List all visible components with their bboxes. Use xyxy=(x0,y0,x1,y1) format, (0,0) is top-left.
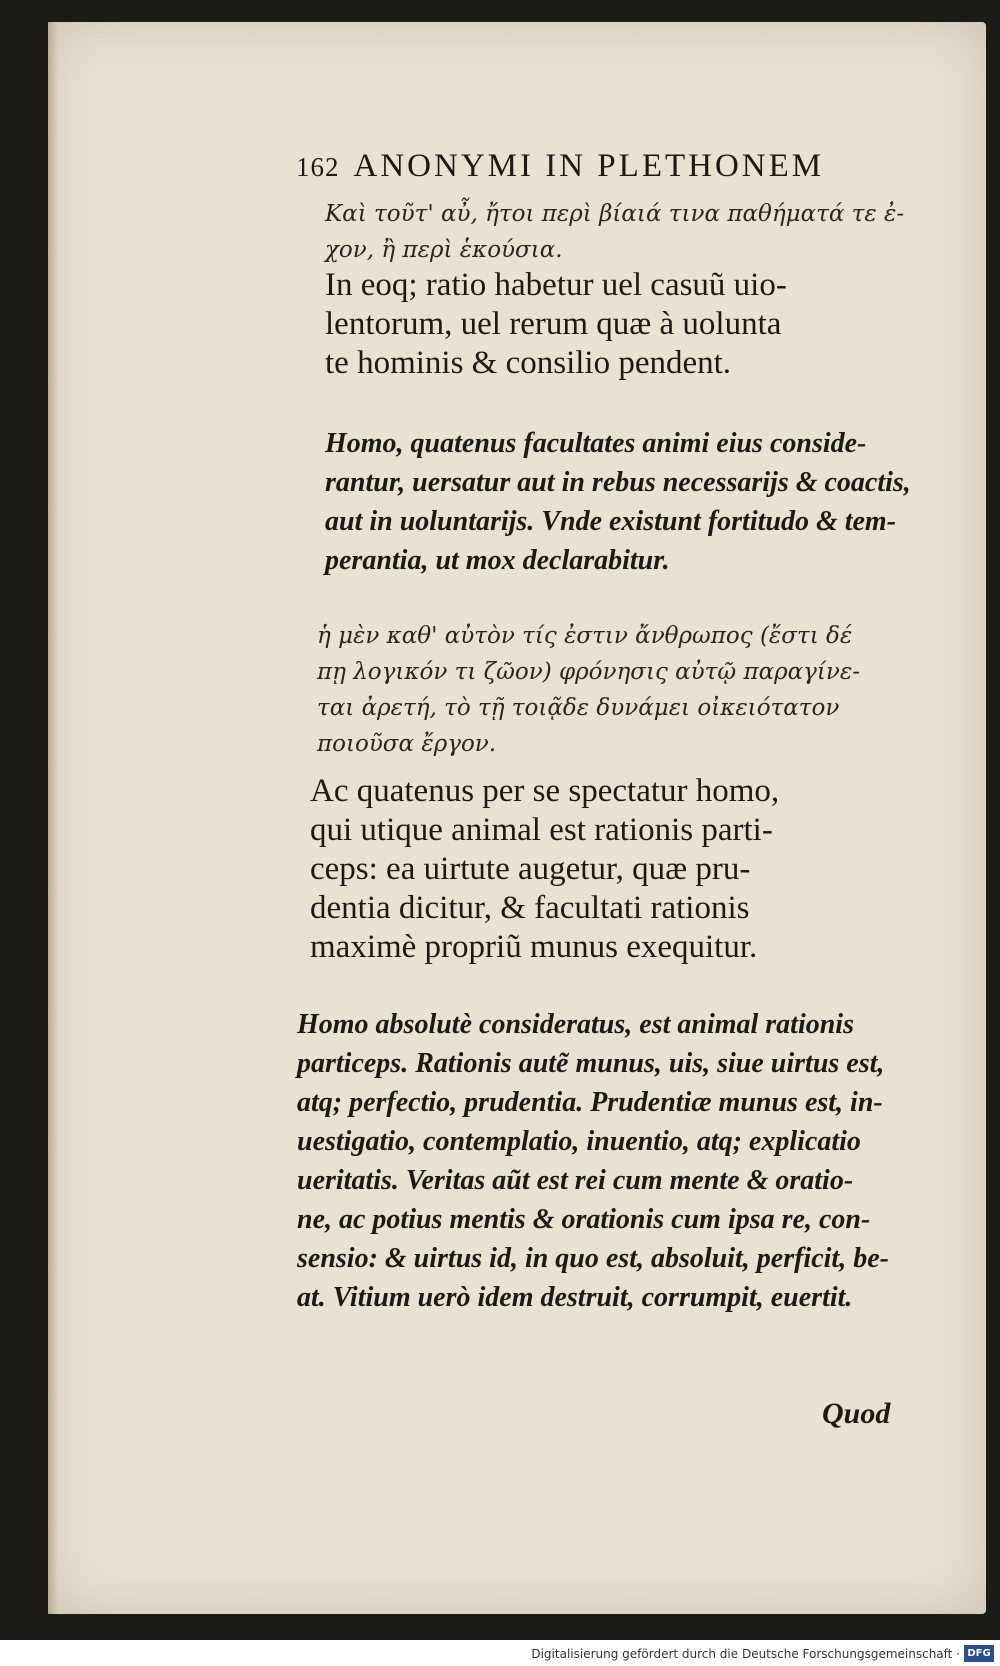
text-line: perantia, ut mox declarabitur. xyxy=(325,545,670,576)
greek-passage-2 xyxy=(317,618,860,762)
text-line: Ac quatenus per se spectatur homo, xyxy=(310,773,780,809)
funding-credit: Digitalisierung gefördert durch die Deutsche Forschungsgemeinschaft · xyxy=(531,1647,960,1661)
text-line: maximè propriũ munus exequitur. xyxy=(310,929,758,965)
text-line: ται ἀρετή, τὸ τῇ τοιᾷδε δυνάμει οἰκειότατον xyxy=(317,695,840,721)
text-line: χον, ἢ περὶ ἑκούσια. xyxy=(325,237,563,263)
latin-translation-1 xyxy=(325,266,787,383)
running-header xyxy=(296,148,936,192)
text-line: uestigatio, contemplatio, inuentio, atq; explicatio xyxy=(297,1126,861,1157)
commentary-paragraph-2 xyxy=(297,1005,889,1317)
text-line: dentia dicitur, & facultati rationis xyxy=(310,890,750,926)
text-line: te hominis & consilio pendent. xyxy=(325,345,732,381)
text-line: qui utique animal est rationis parti- xyxy=(310,812,773,848)
dfg-logo: DFG xyxy=(964,1645,994,1662)
running-title: ANONYMI IN PLETHONEM xyxy=(353,148,825,184)
text-line: at. Vitium uerò idem destruit, corrumpit, euertit. xyxy=(297,1282,853,1313)
text-line: πῃ λογικόν τι ζῶον) φρόνησις αὐτῷ παραγίνε- xyxy=(317,659,861,685)
text-line: ueritatis. Veritas aũt est rei cum mente & oratio- xyxy=(297,1165,854,1196)
text-line: aut in uoluntarijs. Vnde existunt fortitudo & tem- xyxy=(325,506,897,537)
text-line: Homo, quatenus facultates animi eius conside- xyxy=(325,428,867,459)
text-line: particeps. Rationis autẽ munus, uis, siue uirtus est, xyxy=(297,1048,885,1079)
text-line: rantur, uersatur aut in rebus necessarijs & coactis, xyxy=(325,467,911,498)
catchword: Quod xyxy=(822,1397,891,1430)
text-line: atq; perfectio, prudentia. Prudentiæ munus est, in- xyxy=(297,1087,883,1118)
text-line: ἡ μὲν καθ' αὐτὸν τίς ἐστιν ἄνθρωπος (ἔστι δέ xyxy=(317,623,853,649)
page-number: 162 xyxy=(296,152,340,182)
text-line: sensio: & uirtus id, in quo est, absoluit, perficit, be- xyxy=(297,1243,889,1274)
text-line: ποιοῦσα ἔργον. xyxy=(317,731,497,757)
text-line: In eoq; ratio habetur uel casuũ uio- xyxy=(325,267,787,303)
text-line: lentorum, uel rerum quæ à uolunta xyxy=(325,306,782,342)
digitization-footer xyxy=(0,1641,1000,1666)
latin-translation-2 xyxy=(310,772,779,967)
page-gutter-shadow xyxy=(48,22,58,1614)
commentary-paragraph-1 xyxy=(325,424,911,580)
text-line: ceps: ea uirtute augetur, quæ pru- xyxy=(310,851,751,887)
text-line: ne, ac potius mentis & orationis cum ipsa re, con- xyxy=(297,1204,871,1235)
greek-passage-1 xyxy=(325,196,904,268)
text-line: Καὶ τοῦτ' αὖ, ἤτοι περὶ βίαιά τινα παθήματά τε ἐ- xyxy=(325,201,905,227)
text-line: Homo absolutè consideratus, est animal rationis xyxy=(297,1009,854,1040)
